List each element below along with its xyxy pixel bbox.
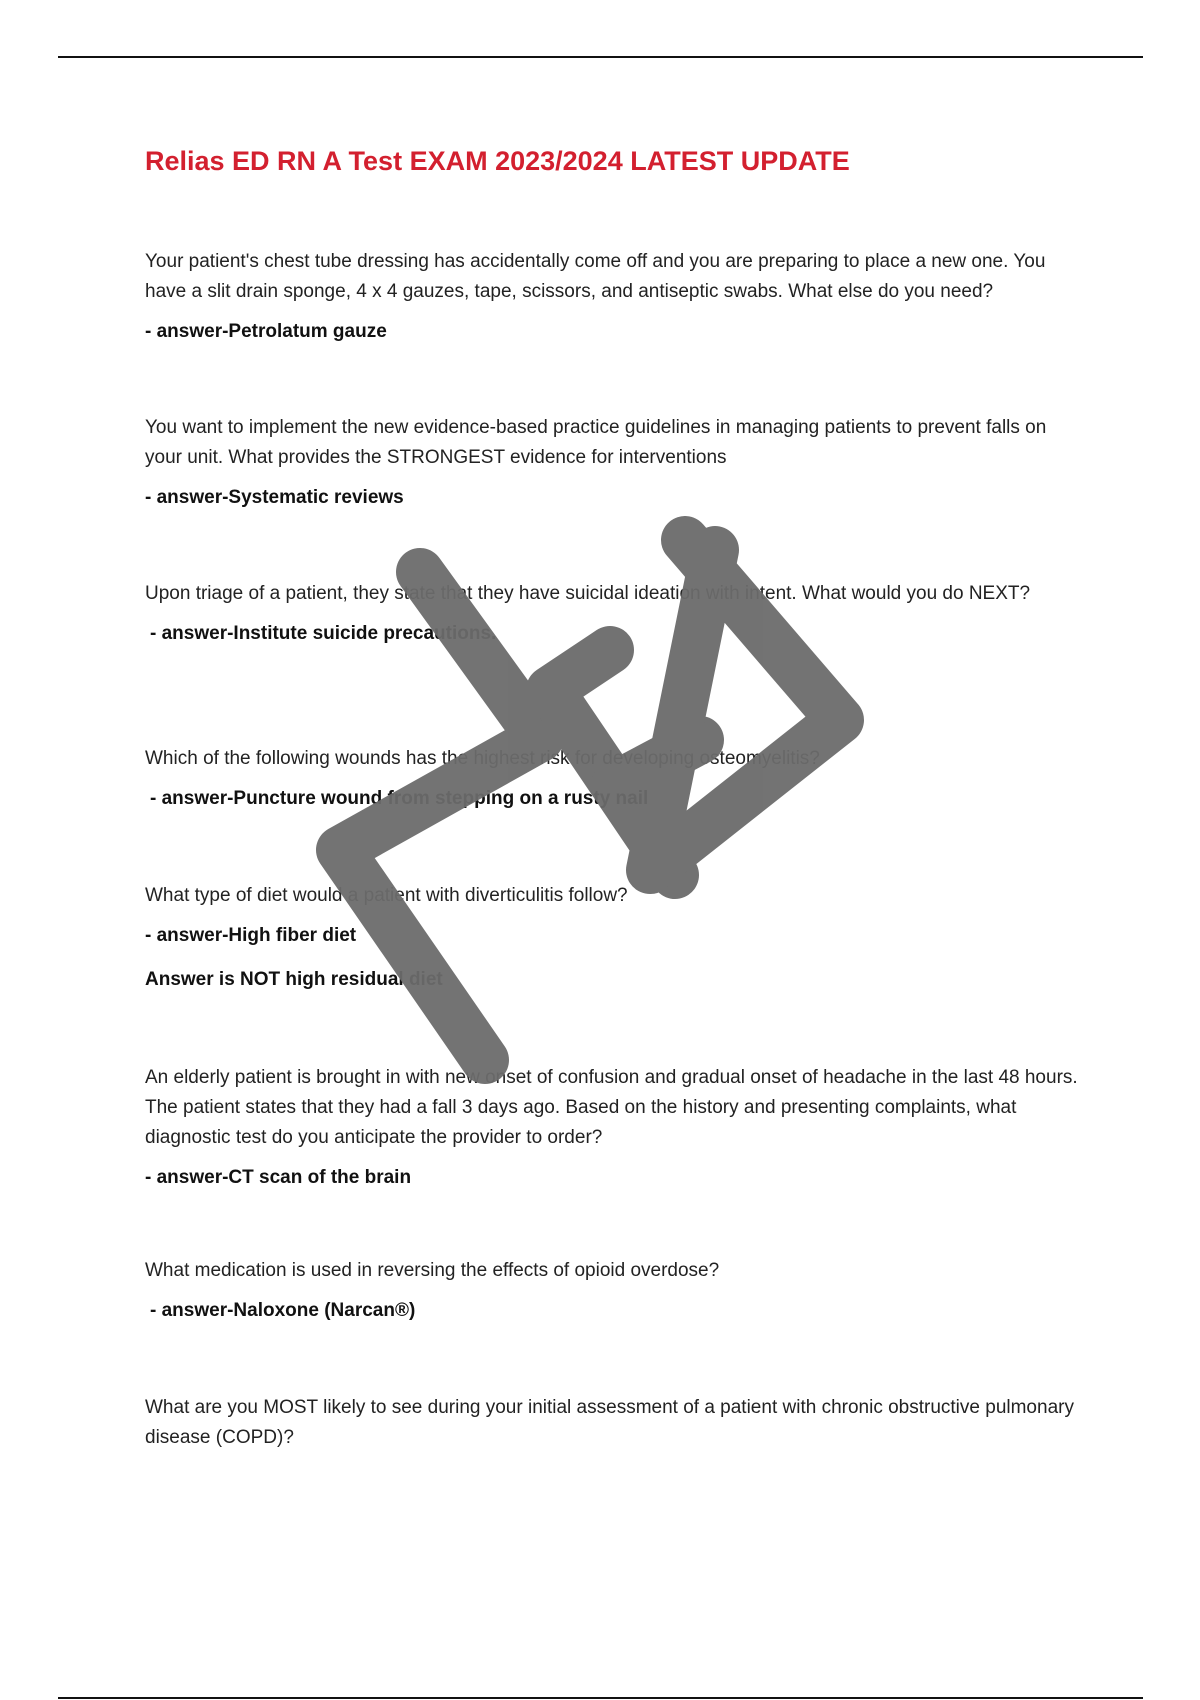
answer-note: Answer is NOT high residual diet [145,969,443,990]
answer-text: - answer-Naloxone (Narcan®) [150,1300,416,1321]
question-text: Which of the following wounds has the highest risk for developing osteomyelitis? [145,748,820,769]
question-text: What type of diet would a patient with diverticulitis follow? [145,885,628,906]
qa-block-6 [145,1063,1085,1191]
answer-text: - answer-Puncture wound from stepping on a rusty nail [150,788,649,809]
answer-text: - answer-Institute suicide precautions. [150,623,497,644]
header-rule [58,56,1143,58]
answer-text: - answer-CT scan of the brain [145,1167,412,1188]
question-text: What medication is used in reversing the effects of opioid overdose? [145,1260,720,1281]
answer-text: - answer-High fiber diet [145,925,357,946]
qa-block-8 [145,1393,1085,1453]
question-text: Your patient's chest tube dressing has accidentally come off and you are preparing to place a new one. You have a slit drain sponge, 4 x 4 gauzes, tape, scissors, and antiseptic swabs. What else do you need? [145,251,1046,302]
qa-block-4 [145,744,1085,812]
question-text: An elderly patient is brought in with new onset of confusion and gradual onset of headache in the last 48 hours. The patient states that they had a fall 3 days ago. Based on the history and presenting complaints, what diagnostic test do you anticipate the provider to order? [145,1067,1078,1148]
question-text: What are you MOST likely to see during your initial assessment of a patient with chronic obstructive pulmonary disease (COPD)? [145,1397,1074,1448]
answer-text: - answer-Petrolatum gauze [145,321,387,342]
answer-text: - answer-Systematic reviews [145,487,404,508]
question-text: You want to implement the new evidence-based practice guidelines in managing patients to prevent falls on your unit. What provides the STRONGEST evidence for interventions [145,417,1047,468]
qa-block-5 [145,881,1085,993]
footer-rule [58,1697,1143,1699]
watermark-text: NEW [0,0,3,1]
question-text: Upon triage of a patient, they state that they have suicidal ideation with intent. What would you do NEXT? [145,583,1031,604]
qa-block-2 [145,413,1085,511]
document-title: Relias ED RN A Test EXAM 2023/2024 LATEST UPDATE [145,146,850,176]
qa-block-3 [145,579,1085,647]
qa-block-1 [145,247,1085,345]
qa-block-7 [145,1256,1085,1324]
